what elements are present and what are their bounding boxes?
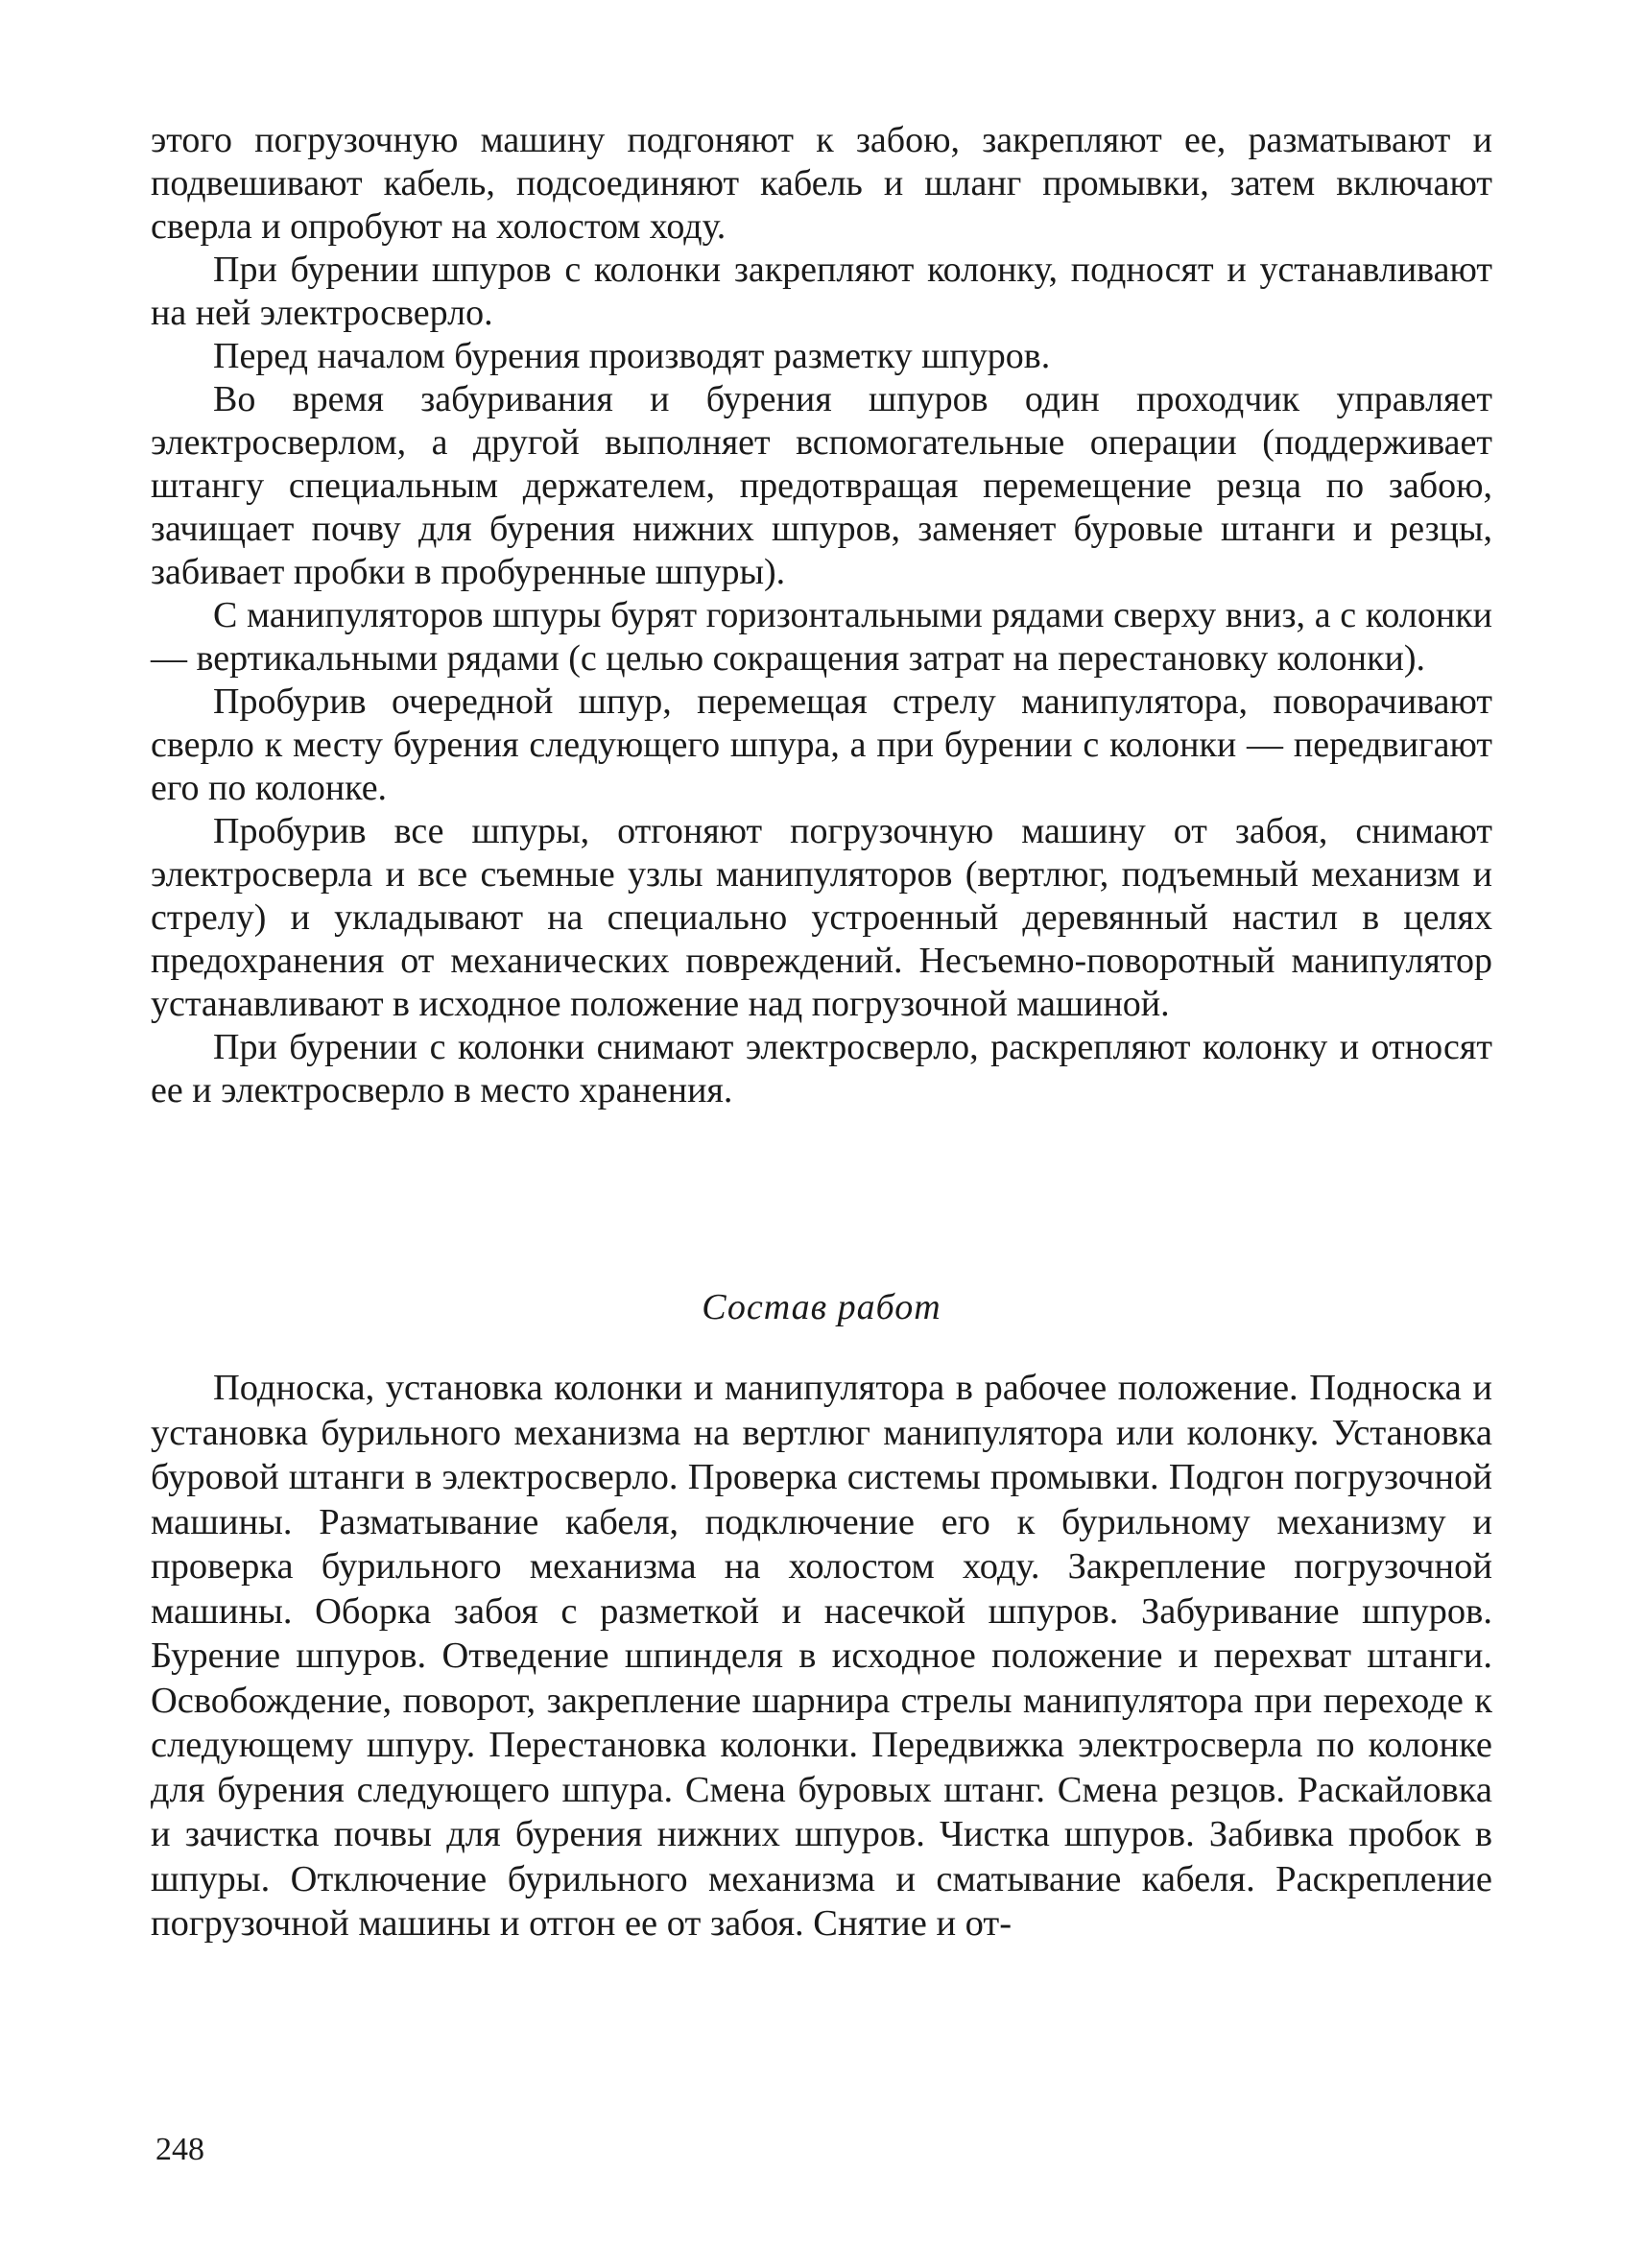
section-heading: Состав работ xyxy=(702,1287,941,1327)
paragraph-work-composition: Подноска, установка колонки и манипулятора в рабочее положение. Подноска и установка бурильного механизма на вертлюг манипулятора или колонку. Установка буровой штанги в электросверло. Проверка системы промывки. Подгон погрузочной машины. Разматывание кабеля, подключение его к бурильному механизму и проверка бурильного механизма на холостом ходу. Закрепление погрузочной машины. Оборка забоя с разметкой и насечкой шпуров. Забуривание шпуров. Бурение шпуров. Отведение шпинделя в исходное положение и перехват штанги. Освобождение, поворот, закрепление шарнира стрелы манипулятора при переходе к следующему шпуру. Перестановка колонки. Передвижка электросверла по колонке для бурения следующего шпура. Смена буровых штанг. Смена резцов. Раскайловка и зачистка почвы для бурения нижних шпуров. Чистка шпуров. Забивка пробок в шпуры. Отключение бурильного механизма и сматывание кабеля. Раскрепление погрузочной машины и отгон ее от забоя. Снятие и от- xyxy=(151,1368,1492,1944)
paragraph-column-removal: При бурении с колонки снимают электросверло, раскрепляют колонку и относят ее и электросверло в место хранения. xyxy=(151,1027,1492,1110)
paragraph-drilling-order: С манипуляторов шпуры бурят горизонтальными рядами сверху вниз, а с колонки — вертикальными рядами (с целью сокращения затрат на перестановку колонки). xyxy=(151,595,1492,679)
section-text-block xyxy=(151,1366,1492,1946)
paragraph-drilling-roles: Во время забуривания и бурения шпуров один проходчик управляет электросверлом, а другой выполняет вспомогательные операции (поддерживает штангу специальным держателем, предотвращая перемещение резца по забою, зачищает почву для бурения нижних шпуров, заменяет буровые штанги и резцы, забивает пробки в пробуренные шпуры). xyxy=(151,379,1492,592)
paragraph-marking: Перед началом бурения производят разметку шпуров. xyxy=(213,336,1051,376)
paragraph-continuation: этого погрузочную машину подгоняют к забою, закрепляют ее, разматывают и подвешивают кабель, подсоединяют кабель и шланг промывки, затем включают сверла и опробуют на холостом ходу. xyxy=(151,120,1492,247)
main-text-block xyxy=(151,119,1492,1112)
paragraph-next-hole: Пробурив очередной шпур, перемещая стрелу манипулятора, поворачивают сверло к месту бурения следующего шпура, а при бурении с колонки — передвигают его по колонке. xyxy=(151,681,1492,808)
page-number: 248 xyxy=(155,2132,204,2167)
paragraph-finish-drilling: Пробурив все шпуры, отгоняют погрузочную машину от забоя, снимают электросверла и все съемные узлы манипуляторов (вертлюг, подъемный механизм и стрелу) и укладывают на специально устроенный деревянный настил в целях предохранения от механических повреждений. Несъемно-поворотный манипулятор устанавливают в исходное положение над погрузочной машиной. xyxy=(151,811,1492,1024)
paragraph-column-drilling: При бурении шпуров с колонки закрепляют колонку, подносят и устанавливают на ней электросверло. xyxy=(151,250,1492,333)
